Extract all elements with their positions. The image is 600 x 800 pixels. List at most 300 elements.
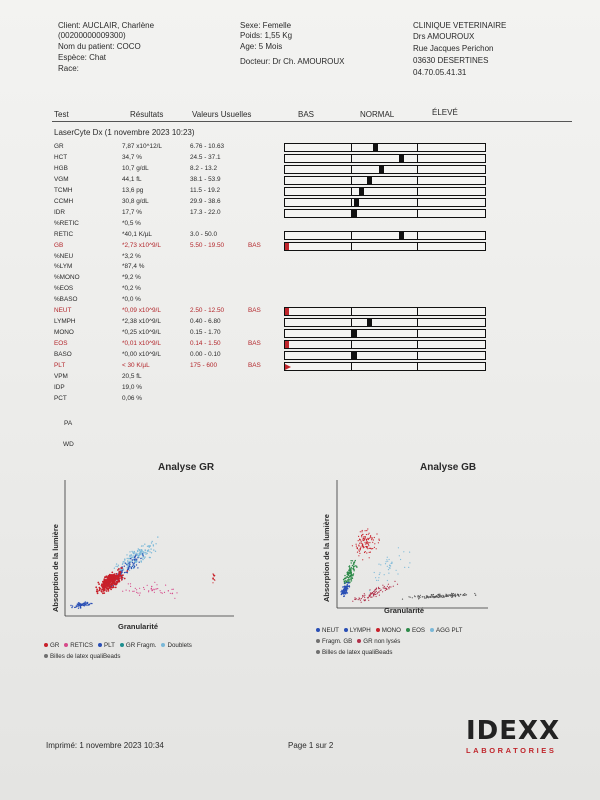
scatter-point bbox=[130, 583, 131, 584]
gr-chart-title: Analyse GR bbox=[158, 462, 215, 473]
scatter-point bbox=[359, 539, 360, 540]
scatter-point bbox=[388, 573, 389, 574]
result-row bbox=[0, 142, 600, 152]
result-value: *2,73 x10^9/L bbox=[122, 241, 161, 249]
scatter-point bbox=[359, 553, 360, 554]
scatter-point bbox=[122, 591, 123, 592]
result-row bbox=[0, 252, 600, 262]
scatter-point bbox=[352, 560, 353, 561]
scatter-point bbox=[389, 565, 390, 566]
scatter-point bbox=[365, 600, 366, 601]
scatter-point bbox=[361, 542, 362, 543]
result-value: *0,25 x10^9/L bbox=[122, 329, 161, 337]
scatter-point bbox=[369, 538, 370, 539]
scatter-point bbox=[393, 586, 394, 587]
scatter-point bbox=[139, 562, 140, 563]
scatter-point bbox=[147, 585, 148, 586]
species: Espèce: Chat bbox=[58, 53, 107, 62]
scatter-point bbox=[107, 585, 109, 587]
scatter-point bbox=[112, 586, 114, 588]
scatter-point bbox=[376, 588, 377, 589]
scatter-point bbox=[370, 548, 371, 549]
scatter-point bbox=[378, 542, 379, 543]
scatter-point bbox=[97, 590, 99, 592]
scatter-point bbox=[415, 596, 416, 597]
scatter-point bbox=[110, 578, 112, 580]
legend-label: Fragm. GB bbox=[322, 638, 353, 645]
scatter-point bbox=[359, 597, 360, 598]
scatter-point bbox=[452, 593, 453, 594]
gauge-marker bbox=[359, 188, 364, 195]
result-value: *2,38 x10^9/L bbox=[122, 318, 161, 326]
scatter-point bbox=[378, 539, 379, 540]
result-test-name: IDR bbox=[54, 208, 66, 216]
result-gauge bbox=[284, 307, 486, 316]
scatter-point bbox=[389, 559, 390, 560]
scatter-point bbox=[84, 604, 85, 605]
scatter-point bbox=[104, 583, 106, 585]
result-ref-range: 5.50 - 19.50 bbox=[190, 241, 225, 249]
scatter-point bbox=[365, 530, 366, 531]
scatter-point bbox=[136, 564, 137, 565]
gauge-divider bbox=[351, 341, 352, 348]
scatter-point bbox=[99, 588, 101, 590]
scatter-point bbox=[386, 589, 387, 590]
result-value: *0,09 x10^9/L bbox=[122, 307, 161, 315]
scatter-point bbox=[341, 590, 343, 592]
scatter-point bbox=[350, 569, 351, 570]
pa-label: PA bbox=[64, 420, 73, 427]
scatter-point bbox=[364, 539, 365, 540]
scatter-point bbox=[353, 564, 354, 565]
scatter-point bbox=[126, 554, 127, 555]
scatter-point bbox=[363, 536, 364, 537]
result-value: 30,8 g/dL bbox=[122, 197, 149, 205]
result-value: *0,2 % bbox=[122, 285, 141, 293]
result-gauge bbox=[284, 165, 486, 174]
header-high: ÉLEVÉ bbox=[432, 108, 458, 117]
scatter-point bbox=[122, 563, 123, 564]
scatter-point bbox=[369, 590, 370, 591]
race: Race: bbox=[58, 64, 79, 73]
scatter-point bbox=[369, 542, 370, 543]
scatter-point bbox=[174, 598, 175, 599]
gauge-marker bbox=[352, 352, 357, 359]
scatter-point bbox=[357, 552, 358, 553]
scatter-point bbox=[171, 589, 172, 590]
scatter-point bbox=[124, 578, 126, 580]
idexx-logo bbox=[466, 718, 576, 758]
result-row bbox=[0, 219, 600, 229]
result-value: 13,6 pg bbox=[122, 186, 144, 194]
scatter-point bbox=[347, 574, 348, 575]
scatter-point bbox=[455, 594, 456, 595]
scatter-point bbox=[374, 543, 375, 544]
scatter-point bbox=[157, 588, 158, 589]
scatter-point bbox=[460, 594, 461, 595]
scatter-point bbox=[160, 590, 161, 591]
scatter-point bbox=[170, 593, 171, 594]
scatter-point bbox=[142, 545, 143, 546]
result-test-name: MONO bbox=[54, 329, 74, 337]
gauge-divider bbox=[417, 243, 418, 250]
scatter-point bbox=[141, 545, 142, 546]
result-value: 10,7 g/dL bbox=[122, 164, 149, 172]
scatter-point bbox=[145, 553, 146, 554]
scatter-point bbox=[458, 595, 459, 596]
scatter-point bbox=[362, 545, 363, 546]
scatter-point bbox=[394, 581, 395, 582]
gauge-marker bbox=[367, 319, 372, 326]
scatter-point bbox=[368, 538, 369, 539]
scatter-point bbox=[130, 558, 131, 559]
result-value: *0,00 x10^9/L bbox=[122, 351, 161, 359]
scatter-point bbox=[148, 549, 149, 550]
result-row bbox=[0, 317, 600, 327]
scatter-point bbox=[431, 595, 432, 596]
result-row bbox=[0, 230, 600, 240]
scatter-point bbox=[388, 584, 389, 585]
scatter-point bbox=[131, 555, 132, 556]
result-test-name: CCMH bbox=[54, 197, 74, 205]
gauge-divider bbox=[417, 144, 418, 151]
scatter-point bbox=[371, 597, 372, 598]
scatter-point bbox=[154, 592, 155, 593]
scatter-point bbox=[441, 596, 442, 597]
scatter-point bbox=[424, 596, 425, 597]
scatter-point bbox=[428, 597, 429, 598]
result-flag: BAS bbox=[248, 340, 261, 348]
scatter-point bbox=[369, 533, 370, 534]
scatter-point bbox=[369, 552, 370, 553]
gauge-divider bbox=[417, 210, 418, 217]
result-row bbox=[0, 361, 600, 371]
scatter-point bbox=[373, 594, 374, 595]
printed-date: Imprimé: 1 novembre 2023 10:34 bbox=[46, 741, 164, 750]
scatter-point bbox=[382, 585, 383, 586]
scatter-point bbox=[147, 546, 148, 547]
scatter-point bbox=[364, 547, 365, 548]
legend-swatch bbox=[44, 643, 48, 647]
scatter-point bbox=[464, 593, 465, 594]
result-row bbox=[0, 197, 600, 207]
scatter-point bbox=[365, 536, 366, 537]
gauge-divider bbox=[351, 155, 352, 162]
scatter-point bbox=[116, 573, 118, 575]
scatter-point bbox=[379, 595, 380, 596]
scatter-point bbox=[372, 593, 373, 594]
scatter-point bbox=[77, 604, 78, 605]
scatter-point bbox=[361, 531, 362, 532]
scatter-point bbox=[129, 570, 130, 571]
scatter-point bbox=[134, 591, 135, 592]
scatter-point bbox=[372, 537, 373, 538]
scatter-point bbox=[119, 571, 121, 573]
scatter-point bbox=[112, 582, 114, 584]
scatter-point bbox=[365, 543, 366, 544]
scatter-point bbox=[383, 587, 384, 588]
gr-y-axis-label: Absorption de la lumière bbox=[51, 524, 60, 612]
result-gauge bbox=[284, 198, 486, 207]
scatter-point bbox=[387, 580, 388, 581]
scatter-point bbox=[353, 566, 354, 567]
scatter-point bbox=[129, 590, 130, 591]
result-ref-range: 0.00 - 0.10 bbox=[190, 351, 221, 359]
scatter-point bbox=[376, 591, 377, 592]
legend-swatch bbox=[406, 628, 410, 632]
scatter-point bbox=[147, 550, 148, 551]
scatter-point bbox=[355, 560, 356, 561]
scatter-point bbox=[150, 548, 151, 549]
scatter-point bbox=[368, 544, 369, 545]
header-normal: NORMAL bbox=[360, 110, 395, 119]
gauge-divider bbox=[351, 319, 352, 326]
scatter-point bbox=[349, 579, 350, 580]
scatter-point bbox=[367, 548, 368, 549]
result-gauge bbox=[284, 187, 486, 196]
scatter-point bbox=[118, 579, 120, 581]
scatter-point bbox=[151, 586, 152, 587]
scatter-point bbox=[374, 547, 375, 548]
scatter-point bbox=[128, 569, 129, 570]
legend-label: Billes de latex qualiBeads bbox=[322, 649, 393, 656]
scatter-point bbox=[141, 553, 142, 554]
client-name: Client: AUCLAIR, Charlène bbox=[58, 21, 155, 30]
scatter-point bbox=[344, 580, 345, 581]
scatter-point bbox=[97, 592, 99, 594]
scatter-point bbox=[375, 589, 376, 590]
result-gauge bbox=[284, 340, 486, 349]
scatter-point bbox=[361, 602, 362, 603]
scatter-point bbox=[388, 588, 389, 589]
scatter-point bbox=[420, 597, 421, 598]
scatter-point bbox=[362, 544, 363, 545]
scatter-point bbox=[160, 592, 161, 593]
result-row bbox=[0, 241, 600, 251]
scatter-point bbox=[385, 563, 386, 564]
result-row bbox=[0, 383, 600, 393]
result-ref-range: 0.14 - 1.50 bbox=[190, 340, 221, 348]
scatter-point bbox=[214, 580, 215, 581]
result-test-name: PLT bbox=[54, 362, 66, 369]
legend-swatch bbox=[44, 654, 48, 658]
scatter-point bbox=[81, 605, 82, 606]
scatter-point bbox=[149, 557, 150, 558]
legend-label: GR Fragm. bbox=[125, 642, 157, 649]
scatter-point bbox=[212, 582, 213, 583]
scatter-point bbox=[443, 597, 444, 598]
scatter-point bbox=[106, 588, 108, 590]
scatter-point bbox=[136, 589, 137, 590]
result-test-name: NEUT bbox=[54, 307, 72, 315]
scatter-point bbox=[142, 555, 143, 556]
scatter-point bbox=[131, 557, 132, 558]
result-gauge bbox=[284, 318, 486, 327]
scatter-point bbox=[396, 570, 397, 571]
scatter-point bbox=[128, 583, 129, 584]
result-gauge bbox=[284, 231, 486, 240]
scatter-point bbox=[117, 566, 118, 567]
scatter-point bbox=[115, 566, 116, 567]
scatter-point bbox=[363, 538, 364, 539]
header-test: Test bbox=[54, 110, 69, 119]
client-id: (00200000009300) bbox=[58, 31, 126, 40]
scatter-point bbox=[80, 604, 81, 605]
gauge-marker bbox=[285, 341, 289, 348]
scatter-point bbox=[378, 587, 379, 588]
scatter-point bbox=[362, 546, 363, 547]
scatter-point bbox=[453, 593, 454, 594]
scatter-point bbox=[121, 567, 123, 569]
result-ref-range: 29.9 - 38.6 bbox=[190, 197, 221, 205]
result-ref-range: 3.0 - 50.0 bbox=[190, 230, 218, 238]
scatter-point bbox=[95, 586, 97, 588]
scatter-point bbox=[362, 595, 363, 596]
gb-legend-line3 bbox=[316, 649, 393, 656]
scatter-point bbox=[156, 584, 157, 585]
scatter-point bbox=[133, 564, 134, 565]
scatter-point bbox=[352, 565, 353, 566]
scatter-point bbox=[119, 572, 121, 574]
gauge-divider bbox=[417, 177, 418, 184]
scatter-point bbox=[141, 550, 142, 551]
scatter-point bbox=[135, 556, 136, 557]
scatter-point bbox=[362, 596, 363, 597]
scatter-point bbox=[110, 589, 112, 591]
scatter-point bbox=[115, 587, 117, 589]
scatter-point bbox=[398, 547, 399, 548]
scatter-point bbox=[434, 597, 435, 598]
scatter-point bbox=[350, 560, 351, 561]
scatter-point bbox=[352, 601, 353, 602]
scatter-point bbox=[386, 561, 387, 562]
result-test-name: GR bbox=[54, 143, 64, 150]
scatter-point bbox=[98, 583, 100, 585]
scatter-point bbox=[129, 564, 130, 565]
scatter-point bbox=[155, 543, 156, 544]
clinic-city: 03630 DESERTINES bbox=[413, 56, 489, 65]
scatter-point bbox=[364, 595, 365, 596]
scatter-point bbox=[376, 533, 377, 534]
scatter-point bbox=[349, 567, 350, 568]
scatter-point bbox=[375, 577, 376, 578]
scatter-point bbox=[364, 593, 365, 594]
scatter-point bbox=[366, 530, 367, 531]
scatter-point bbox=[74, 607, 75, 608]
scatter-point bbox=[475, 595, 476, 596]
result-test-name: %NEU bbox=[54, 252, 74, 260]
scatter-point bbox=[114, 584, 116, 586]
scatter-point bbox=[131, 568, 132, 569]
scatter-point bbox=[350, 576, 351, 577]
result-value: *0,01 x10^9/L bbox=[122, 340, 161, 348]
scatter-point bbox=[356, 547, 357, 548]
scatter-point bbox=[133, 567, 134, 568]
scatter-point bbox=[351, 580, 352, 581]
scatter-point bbox=[466, 594, 467, 595]
gauge-divider bbox=[417, 319, 418, 326]
result-test-name: PCT bbox=[54, 394, 67, 402]
weight: Poids: 1,55 Kg bbox=[240, 31, 293, 40]
scatter-point bbox=[351, 562, 352, 563]
result-gauge bbox=[284, 362, 486, 371]
scatter-point bbox=[369, 596, 370, 597]
scatter-point bbox=[358, 599, 359, 600]
scatter-point bbox=[428, 596, 429, 597]
result-value: *0,0 % bbox=[122, 296, 141, 304]
scatter-point bbox=[362, 559, 363, 560]
scatter-point bbox=[344, 588, 346, 590]
scatter-point bbox=[408, 567, 409, 568]
scatter-point bbox=[463, 595, 464, 596]
result-test-name: %BASO bbox=[54, 296, 78, 304]
scatter-point bbox=[138, 548, 139, 549]
scatter-point bbox=[117, 569, 119, 571]
scatter-point bbox=[464, 595, 465, 596]
gauge-marker bbox=[379, 166, 384, 173]
scatter-point bbox=[151, 588, 152, 589]
scatter-point bbox=[134, 563, 135, 564]
scatter-point bbox=[381, 589, 382, 590]
scatter-point bbox=[360, 548, 361, 549]
result-flag: BAS bbox=[248, 307, 261, 315]
result-test-name: HGB bbox=[54, 164, 68, 172]
result-row bbox=[0, 164, 600, 174]
scatter-point bbox=[140, 558, 141, 559]
scatter-point bbox=[409, 552, 410, 553]
scatter-point bbox=[129, 551, 130, 552]
gauge-marker bbox=[352, 210, 357, 217]
scatter-point bbox=[102, 592, 104, 594]
scatter-point bbox=[112, 576, 114, 578]
legend-label: EOS bbox=[411, 627, 426, 634]
gauge-divider bbox=[417, 308, 418, 315]
scatter-point bbox=[149, 551, 150, 552]
gauge-divider bbox=[417, 166, 418, 173]
scatter-point bbox=[361, 598, 362, 599]
scatter-point bbox=[137, 551, 138, 552]
result-row bbox=[0, 175, 600, 185]
scatter-point bbox=[474, 593, 475, 594]
scatter-point bbox=[349, 565, 350, 566]
scatter-point bbox=[439, 594, 440, 595]
scatter-point bbox=[140, 551, 141, 552]
scatter-point bbox=[366, 546, 367, 547]
scatter-point bbox=[142, 559, 143, 560]
scatter-point bbox=[128, 568, 129, 569]
gauge-marker bbox=[352, 330, 357, 337]
scatter-point bbox=[356, 546, 357, 547]
scatter-point bbox=[144, 558, 145, 559]
scatter-point bbox=[448, 596, 449, 597]
legend-label: NEUT bbox=[322, 627, 339, 634]
scatter-point bbox=[165, 585, 166, 586]
scatter-point bbox=[345, 582, 347, 584]
scatter-point bbox=[139, 595, 140, 596]
scatter-point bbox=[97, 582, 99, 584]
legend-swatch bbox=[357, 639, 361, 643]
scatter-point bbox=[132, 591, 133, 592]
scatter-point bbox=[450, 595, 451, 596]
scatter-point bbox=[124, 566, 125, 567]
legend-label: GR non lysés bbox=[363, 638, 401, 645]
scatter-point bbox=[83, 605, 84, 606]
wd-label: WD bbox=[63, 441, 74, 448]
scatter-point bbox=[370, 595, 371, 596]
scatter-point bbox=[125, 572, 126, 573]
scatter-point bbox=[360, 549, 361, 550]
scatter-point bbox=[385, 590, 386, 591]
